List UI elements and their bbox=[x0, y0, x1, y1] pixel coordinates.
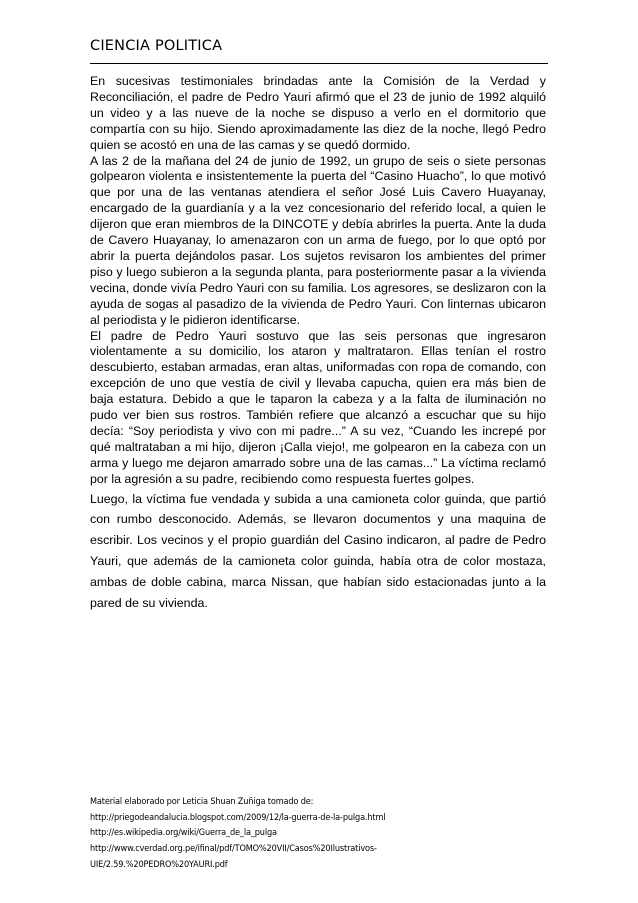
footer-source-link: http://priegodeandalucia.blogspot.com/2009/12/la-guerra-de-la-pulga.html bbox=[90, 812, 386, 823]
paragraph-night-events: A las 2 de la mañana del 24 de junio de 1992, un grupo de seis o siete personas golpearon violenta e insistentemente la puerta del “Casino Huacho”, lo que motivó que por una de las ventanas atendiera el señor José Luis Cavero Huayanay, encargado de la guardianía y a la vez concesionario del referido local, a quien le dijeron que eran miembros de la DINCOTE y debía abrirles la puerta. Ante la duda de Cavero Huayanay, lo amenazaron con un arma de fuego, por lo que optó por abrir la puerta dejándolos pasar. Los sujetos revisaron los ambientes del primer piso y luego subieron a la segunda planta, para posteriormente pasar a la vivienda vecina, donde vivía Pedro Yauri con su familia. Los agresores, se deslizaron con la ayuda de sogas al pasadizo de la vivienda de Pedro Yauri. Con linternas ubicaron al periodista y le pidieron identificarse. bbox=[90, 153, 546, 327]
document-body bbox=[90, 74, 546, 613]
source-footer bbox=[90, 795, 560, 874]
footer-source-link: http://es.wikipedia.org/wiki/Guerra_de_la_pulga bbox=[90, 828, 277, 839]
paragraph-testimony-intro: En sucesivas testimoniales brindadas ante la Comisión de la Verdad y Reconciliación, el padre de Pedro Yauri afirmó que el 23 de junio de 1992 alquiló un video y a las nueve de la noche se dispuso a verlo en el dormitorio que compartía con su hijo. Siendo aproximadamente las diez de la noche, llegó Pedro quien se acostó en una de las camas y se quedó dormido. bbox=[90, 74, 546, 152]
page-header-title: CIENCIA POLITICA bbox=[90, 38, 223, 54]
paragraph-father-testimony: El padre de Pedro Yauri sostuvo que las seis personas que ingresaron violentamente a su domicilio, los ataron y maltrataron. Ellas tenían el rostro descubierto, estaban armadas, eran altas, uniformadas con ropa de comando, con excepción de uno que vestía de civil y llevaba capucha, quien era más bien de baja estatura. Debido a que le taparon la cabeza y a la falta de iluminación no pudo ver bien sus rostros. También refiere que alcanzó a escuchar que su hijo decía: “Soy periodista y vivo con mi padre...” A su vez, “Cuando les increpé por qué maltrataban a mi hijo, dijeron ¡Calla viejo!, me golpearon en la cabeza con un arma y luego me dejaron amarrado sobre una de las camas...” La víctima reclamó por la agresión a su padre, recibiendo como respuesta fuertes golpes. bbox=[90, 328, 546, 486]
paragraph-abduction: Luego, la víctima fue vendada y subida a una camioneta color guinda, que partió con rumbo desconocido. Además, se llevaron documentos y una maquina de escribir. Los vecinos y el propio guardián del Casino indicaron, al padre de Pedro Yauri, que además de la camioneta color guinda, había otra de color mostaza, ambas de doble cabina, marca Nissan, que habían sido estacionadas junto a la pared de su vivienda. bbox=[90, 491, 546, 610]
footer-source-link: http://www.cverdad.org.pe/ifinal/pdf/TOMO%20VII/Casos%20Ilustrativos- bbox=[90, 844, 377, 855]
header-divider bbox=[90, 63, 548, 64]
footer-source-link-continued: UIE/2.59.%20PEDRO%20YAURI.pdf bbox=[90, 859, 228, 870]
footer-credit: Material elaborado por Leticia Shuan Zuñiga tomado de: bbox=[90, 797, 314, 807]
